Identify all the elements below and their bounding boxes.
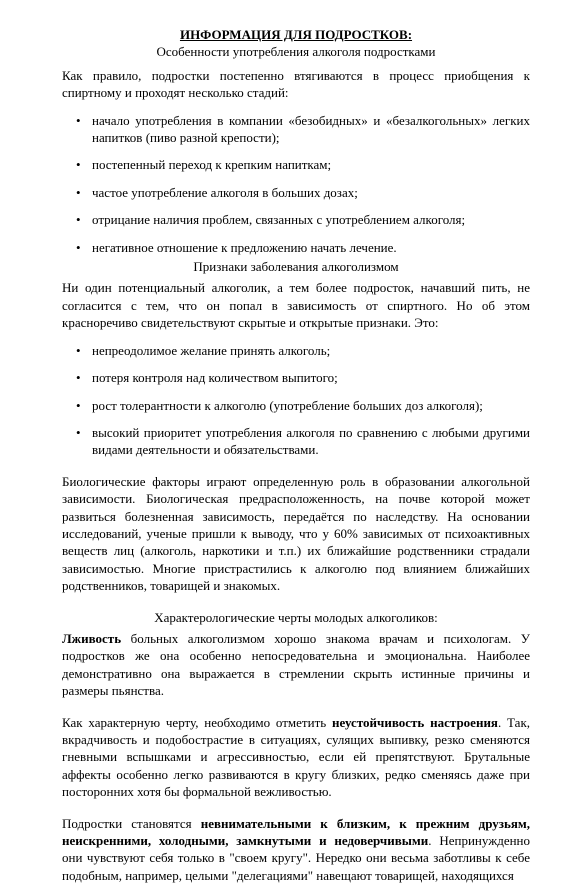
stages-list (62, 112, 530, 256)
signs-intro-paragraph: Ни один потенциальный алкоголик, а тем более подросток, начавший пить, не согласится с тем, что он попал в зависимость от спиртного. Но об этом красноречиво свидетельствуют скрытые и открытые признаки. Это: (62, 280, 530, 331)
teens-text-after: . Непринужденно они чувствуют себя только в "своем кругу". Нередко они весьма заботливы к себе подобным, например, целыми "делегациями" навещают товарищей, находящихся (62, 833, 531, 883)
bullet-icon: • (76, 397, 81, 413)
signs-heading: Признаки заболевания алкоголизмом (193, 259, 399, 275)
lying-text: больных алкоголизмом хорошо знакома врачам и психологам. У подростков же она особенно непосредовательна и эмоциональна. Наиболее демонстративно она выражается в стремлении скрыть истинные причины и размеры пьянства. (62, 630, 530, 699)
list-item (62, 156, 530, 173)
bullet-icon: • (76, 212, 81, 228)
document-title: ИНФОРМАЦИЯ ДЛЯ ПОДРОСТКОВ: (179, 27, 413, 42)
list-item (62, 369, 530, 386)
traits-heading: Характерологические черты молодых алкоголиков: (154, 609, 438, 625)
mood-paragraph (62, 714, 530, 801)
list-item (62, 112, 530, 147)
list-item (62, 397, 530, 414)
list-item-text: частое употребление алкоголя в больших дозах; (92, 184, 358, 200)
list-item (62, 239, 530, 256)
bullet-icon: • (76, 184, 81, 200)
list-item (62, 424, 530, 459)
mood-text-before: Как характерную черту, необходимо отметить (62, 714, 333, 730)
list-item (62, 184, 530, 201)
bullet-icon: • (76, 370, 81, 386)
teens-text-before: Подростки становятся (62, 815, 201, 831)
bullet-icon: • (76, 157, 81, 173)
list-item-text: начало употребления в компании «безобидных» и «безалкогольных» легких напитков (пиво разной крепости); (92, 112, 530, 146)
bullet-icon: • (76, 112, 81, 128)
list-item-text: высокий приоритет употребления алкоголя по сравнению с любыми другими видами деятельности и обязательствами. (92, 424, 530, 458)
list-item-text: потеря контроля над количеством выпитого; (92, 370, 338, 386)
lying-term: Лживость (62, 630, 122, 646)
document-subtitle: Особенности употребления алкоголя подростками (156, 44, 436, 60)
list-item (62, 342, 530, 359)
list-item-text: негативное отношение к предложению начать лечение. (92, 239, 397, 255)
bullet-icon: • (76, 342, 81, 358)
list-item-text: отрицание наличия проблем, связанных с употреблением алкоголя; (92, 212, 466, 228)
mood-term: неустойчивость настроения (332, 714, 498, 730)
lying-paragraph (62, 630, 530, 700)
biological-factors-paragraph: Биологические факторы играют определенную роль в образовании алкогольной зависимости. Биологическая предрасположенность, на почве которой может развиться болезненная зависимость, передаётся по наследству. На основании исследований, ученые пришли к выводу, что у 60% зависимых от психоактивных веществ лиц (алкоголь, наркотики и т.п.) их ближайшие родственники страдали зависимостью. Многие пристрастились к алкоголю под влиянием ближайших родственников, товарищей и знакомых. (62, 473, 530, 594)
intro-paragraph: Как правило, подростки постепенно втягиваются в процесс приобщения к спиртному и проходят несколько стадий: (62, 67, 530, 101)
teens-term: невнимательными к близким, к прежним друзьям, неискренними, холодными, замкнутыми и недоверчивыми (62, 815, 530, 849)
list-item-text: непреодолимое желание принять алкоголь; (92, 342, 331, 358)
bullet-icon: • (76, 424, 81, 440)
teens-paragraph (62, 815, 530, 884)
list-item-text: постепенный переход к крепким напиткам; (92, 157, 332, 173)
signs-list (62, 342, 530, 459)
mood-text-after: . Так, вкрадчивость и подобострастие в ситуациях, сулящих выпивку, резко сменяются гневными вспышками и агрессивностью, если ей препятствуют. Брутальные аффекты особенно легко развиваются в кругу близких, редко сменяясь даже при посторонних хотя бы формальной вежливостью. (62, 714, 531, 800)
list-item-text: рост толерантности к алкоголю (употребление больших доз алкоголя); (92, 397, 483, 413)
list-item (62, 211, 530, 228)
bullet-icon: • (76, 239, 81, 255)
